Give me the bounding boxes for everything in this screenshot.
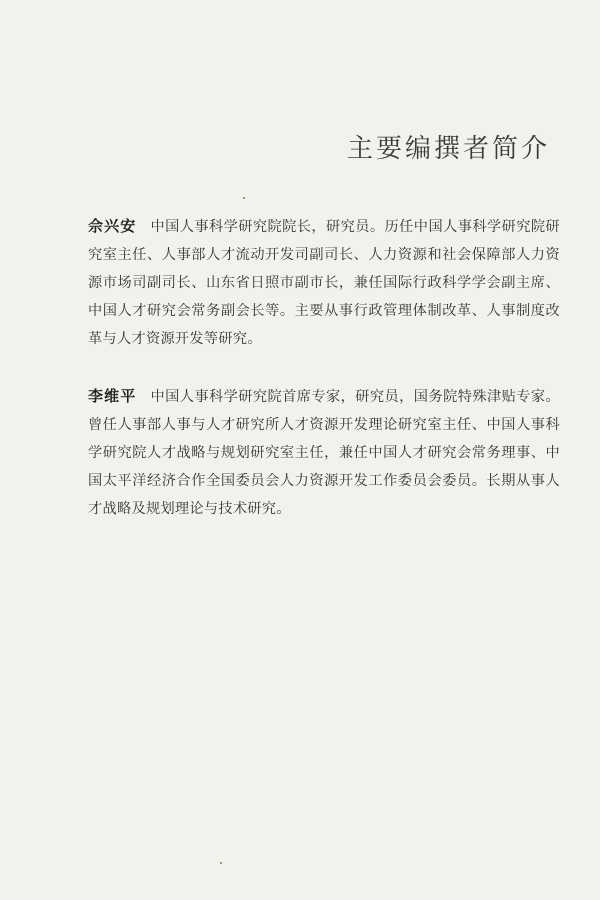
page-title: 主要编撰者简介 [346, 134, 550, 164]
author-entry [88, 212, 560, 353]
author-list [88, 212, 560, 552]
author-bio: 中国人事科学研究院首席专家，研究员，国务院特殊津贴专家。曾任人事部人事与人才研究所人才资源开发理论研究室主任、中国人事科学研究院人才战略与规划研究室主任，兼任中国人才研究会常务理事、中国太平洋经济合作全国委员会人力资源开发工作委员会委员。长期从事人才战略及规划理论与技术研究。 [88, 389, 560, 517]
author-name: 佘兴安 [88, 217, 137, 235]
print-speck [243, 197, 245, 199]
author-entry [88, 382, 560, 523]
author-name: 李维平 [88, 387, 137, 405]
print-speck [220, 862, 222, 864]
author-bio: 中国人事科学研究院院长，研究员。历任中国人事科学研究院研究室主任、人事部人才流动开发司副司长、人力资源和社会保障部人力资源市场司副司长、山东省日照市副市长，兼任国际行政科学学会副主席、中国人才研究会常务副会长等。主要从事行政管理体制改革、人事制度改革与人才资源开发等研究。 [88, 219, 560, 347]
